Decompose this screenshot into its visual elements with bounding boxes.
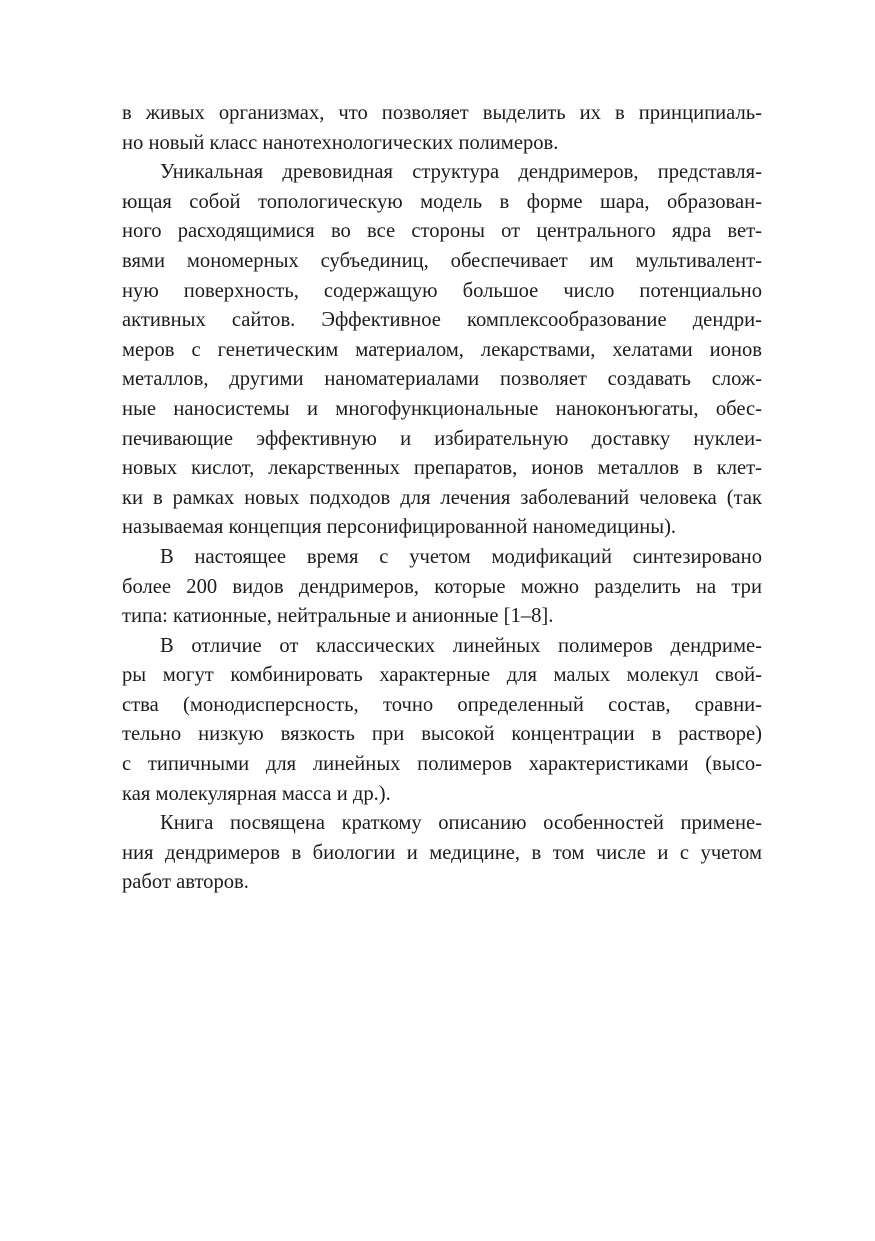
paragraph-5 [122,809,762,898]
text-line: кая молекулярная масса и др.). [122,782,391,805]
text-line: ства (монодисперсность, точно определенный состав, сравни- [122,693,762,716]
text-line: ную поверхность, содержащую большое число потенциально [122,279,762,302]
paragraph-1 [122,99,762,158]
body-text [122,99,762,898]
text-line: печивающие эффективную и избирательную доставку нуклеи- [122,427,762,450]
paragraph-2 [122,158,762,543]
text-line: но новый класс нанотехнологических полимеров. [122,131,559,154]
text-line: В отличие от классических линейных полимеров дендриме- [160,634,762,657]
text-line: активных сайтов. Эффективное комплексообразование дендри- [122,309,762,332]
text-line: типа: катионные, нейтральные и анионные [1–8]. [122,605,554,628]
paragraph-3 [122,543,762,632]
text-line: называемая концепция персонифицированной наномедицины). [122,516,677,539]
text-line: металлов, другими наноматериалами позволяет создавать слож- [122,368,762,391]
text-line: Уникальная древовидная структура дендримеров, представля- [160,161,762,184]
text-line: новых кислот, лекарственных препаратов, ионов металлов в клет- [122,457,762,480]
text-line: В настоящее время с учетом модификаций синтезировано [160,545,762,568]
text-line: тельно низкую вязкость при высокой концентрации в растворе) [122,723,762,746]
paragraph-4 [122,632,762,810]
text-line: ющая собой топологическую модель в форме шара, образован- [122,190,762,213]
text-line: в живых организмах, что позволяет выделить их в принципиаль- [122,102,762,124]
text-line: ные наносистемы и многофункциональные наноконъюгаты, обес- [122,397,762,420]
text-line: вями мономерных субъединиц, обеспечивает им мультивалент- [122,249,762,272]
text-line: ки в рамках новых подходов для лечения заболеваний человека (так [122,486,762,509]
text-line: меров с генетическим материалом, лекарствами, хелатами ионов [122,338,762,361]
text-line: Книга посвящена краткому описанию особенностей примене- [160,812,762,835]
text-line: ры могут комбинировать характерные для малых молекул свой- [122,664,762,687]
text-line: с типичными для линейных полимеров характеристиками (высо- [122,753,762,776]
text-line: ния дендримеров в биологии и медицине, в том числе и с учетом [122,841,762,864]
text-line: работ авторов. [122,871,249,894]
text-line: более 200 видов дендримеров, которые можно разделить на три [122,575,762,598]
text-line: ного расходящимися во все стороны от центрального ядра вет- [122,220,762,243]
